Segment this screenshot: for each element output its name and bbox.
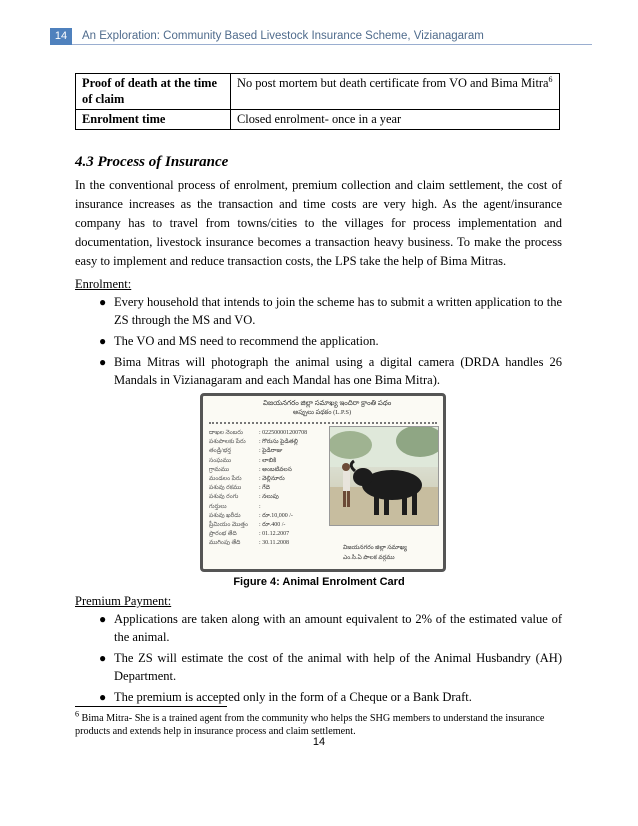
animal-enrolment-card-image bbox=[200, 393, 446, 572]
card-header: విజయనగరం జిల్లా సమాఖ్య ఇందిరా క్రాంతి పథం bbox=[263, 399, 392, 407]
card-field-label: సంఘము bbox=[209, 457, 232, 464]
list-item bbox=[97, 353, 562, 389]
card-field-label: ముగింపు తేది bbox=[209, 540, 241, 547]
card-signature-line: ఎం.సి.ఏ పాలక వర్గము bbox=[343, 555, 395, 561]
card-field-value: : గొరుసు పైడితల్లి bbox=[259, 439, 298, 446]
footnote-text: Bima Mitra- She is a trained agent from the community who helps the SHG members to understand the insurance products and extends help in insurance process and claim settlement. bbox=[75, 713, 545, 737]
premium-list bbox=[97, 610, 562, 709]
card-field bbox=[209, 457, 339, 466]
insurance-details-table bbox=[75, 73, 560, 130]
card-field-label: మండలం పేరు bbox=[209, 475, 242, 482]
card-field-label: పశువు రంగు bbox=[209, 494, 239, 501]
figure-caption: Figure 4: Animal Enrolment Card bbox=[233, 576, 405, 588]
card-field-value: : 022500001200708 bbox=[259, 430, 308, 436]
list-item-text: Bima Mitras will photograph the animal using a digital camera (DRDA handles 26 Mandals in Vizianagaram and each Mandal has one Bima Mitra). bbox=[114, 355, 562, 387]
card-field bbox=[209, 429, 339, 438]
card-signature-line: విజయనగరం జిల్లా సమాఖ్య bbox=[343, 545, 408, 551]
bullet-icon: ● bbox=[99, 334, 107, 348]
header-rule bbox=[72, 44, 592, 45]
card-field bbox=[209, 539, 339, 548]
table-row bbox=[76, 110, 560, 130]
premium-heading: Premium Payment: bbox=[75, 594, 172, 608]
running-header bbox=[0, 28, 638, 45]
table-row bbox=[76, 74, 560, 110]
enrolment-heading: Enrolment: bbox=[75, 277, 132, 291]
card-field bbox=[209, 447, 339, 456]
bullet-icon: ● bbox=[99, 612, 107, 626]
card-field-label: ప్రీమియం మొత్తం bbox=[209, 521, 249, 528]
bullet-icon: ● bbox=[99, 295, 107, 309]
card-subheader: అప్పులు పథకం (L.P.S) bbox=[293, 409, 352, 416]
card-field-value: : 01.12.2007 bbox=[259, 531, 290, 538]
card-field-value: : లాబికి bbox=[259, 457, 277, 464]
card-field bbox=[209, 530, 339, 539]
list-item bbox=[97, 293, 562, 329]
card-field-value: : రూ.10,000 /- bbox=[259, 512, 293, 519]
table-key: Enrolment time bbox=[76, 110, 231, 130]
card-field bbox=[209, 484, 339, 493]
card-field bbox=[209, 521, 339, 530]
card-field-value: : గేదె bbox=[259, 485, 270, 492]
table-key: Proof of death at the time of claim bbox=[76, 74, 231, 110]
card-field-value: : అంబటివలస bbox=[259, 466, 292, 473]
card-field-label: గ్రామము bbox=[209, 466, 230, 473]
list-item-text: The VO and MS need to recommend the application. bbox=[114, 334, 379, 348]
table-value-text: No post mortem but death certificate from VO and Bima Mitra bbox=[237, 76, 549, 90]
list-item bbox=[97, 688, 562, 706]
list-item bbox=[97, 332, 562, 350]
card-field-label: గుర్తులు bbox=[209, 503, 227, 510]
card-field bbox=[209, 503, 339, 512]
list-item-text: The ZS will estimate the cost of the animal with help of the Animal Husbandry (AH) Department. bbox=[114, 651, 562, 683]
buffalo-photo bbox=[329, 426, 439, 526]
card-field-value: : నలుపు bbox=[259, 494, 279, 501]
section-paragraph: In the conventional process of enrolment, premium collection and claim settlement, the cost of insurance increases as the transaction and time costs are very high. As the agent/insurance company has to travel from towns/cities to the villages for process implementation and documentation, livestock insurance becomes a transaction heavy business. To make the process easy to implement and reduce transaction costs, the LPS take the help of Bima Mitras. bbox=[75, 178, 562, 268]
table-value bbox=[231, 74, 560, 110]
bullet-icon: ● bbox=[99, 651, 107, 665]
list-item-text: The premium is accepted only in the form of a Cheque or a Bank Draft. bbox=[114, 690, 472, 704]
card-field-label: ప్రారంభ తేది bbox=[209, 531, 237, 538]
card-field-label: తండ్రి/భర్త bbox=[209, 448, 231, 455]
card-field bbox=[209, 493, 339, 502]
card-field-value: : పైడిరాజు bbox=[259, 448, 283, 455]
list-item bbox=[97, 649, 562, 685]
list-item-text: Applications are taken along with an amount equivalent to 2% of the estimated value of the animal. bbox=[114, 612, 562, 644]
card-field-value: : bbox=[259, 503, 261, 510]
buffalo-photo-drawing bbox=[330, 427, 438, 525]
enrolment-list bbox=[97, 293, 562, 392]
card-field-value: : రూ.400 /- bbox=[259, 521, 286, 528]
header-title: An Exploration: Community Based Livestock Insurance Scheme, Vizianagaram bbox=[82, 30, 484, 42]
footnote-ref: 6 bbox=[548, 74, 553, 84]
table-value: Closed enrolment- once in a year bbox=[231, 110, 560, 130]
header-page-number: 14 bbox=[50, 28, 72, 45]
card-field bbox=[209, 475, 339, 484]
card-field bbox=[209, 438, 339, 447]
card-fields bbox=[209, 429, 339, 548]
card-field bbox=[209, 466, 339, 475]
list-item bbox=[97, 610, 562, 646]
card-field-label: పశువు రకము bbox=[209, 485, 242, 492]
card-field-label: పశువు ఖరీదు bbox=[209, 512, 241, 519]
card-field-label: పశుపాలకు పేరు bbox=[209, 439, 246, 446]
card-field bbox=[209, 512, 339, 521]
bullet-icon: ● bbox=[99, 355, 107, 369]
page-number: 14 bbox=[312, 736, 326, 748]
card-field-label: దాఖల నెంబరు bbox=[209, 430, 243, 436]
bullet-icon: ● bbox=[99, 690, 107, 704]
list-item-text: Every household that intends to join the scheme has to submit a written application to the ZS through the MS and VO. bbox=[114, 295, 562, 327]
footnote-marker: 6 bbox=[75, 709, 79, 719]
card-field-value: : వెల్లినూరు bbox=[259, 475, 285, 482]
section-heading: 4.3 Process of Insurance bbox=[75, 154, 229, 170]
footnote-rule bbox=[75, 706, 227, 707]
card-field-value: : 30.11.2008 bbox=[259, 540, 289, 547]
